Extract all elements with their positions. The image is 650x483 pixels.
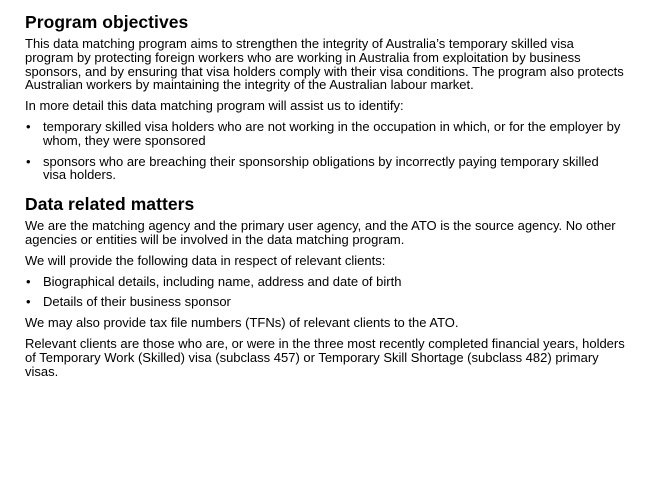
list-item-text: Biographical details, including name, address and date of birth bbox=[43, 273, 402, 289]
list-item bbox=[25, 295, 625, 309]
paragraph-tfn: We may also provide tax file numbers (TFNs) of relevant clients to the ATO. bbox=[25, 315, 459, 331]
paragraph-matching-agency: We are the matching agency and the primary user agency, and the ATO is the source agency. No other agencies or entities will be involved in the data matching program. bbox=[25, 218, 616, 247]
bullet-icon: • bbox=[26, 294, 31, 310]
provided-data-list bbox=[25, 275, 625, 310]
document-page bbox=[25, 12, 625, 385]
list-item-text: sponsors who are breaching their sponsorship obligations by incorrectly paying temporary skilled visa holders. bbox=[43, 153, 599, 183]
heading-data-related-matters: Data related matters bbox=[25, 194, 195, 215]
heading-program-objectives: Program objectives bbox=[25, 12, 189, 32]
list-item bbox=[25, 155, 625, 183]
list-item bbox=[25, 275, 625, 289]
bullet-icon: • bbox=[26, 273, 31, 289]
list-item-text: temporary skilled visa holders who are not working in the occupation in which, or for the employer by whom, they were sponsored bbox=[43, 118, 621, 148]
paragraph-relevant-clients: Relevant clients are those who are, or were in the three most recently completed financial years, holders of Temporary Work (Skilled) visa (subclass 457) or Temporary Skill Shortage (subclass 482) primary visas. bbox=[25, 335, 625, 379]
list-item bbox=[25, 120, 625, 148]
paragraph-program-aims: This data matching program aims to strengthen the integrity of Australia’s temporary skilled visa program by protecting foreign workers who are working in Australia from exploitation by business sponsors, and by ensuring that visa holders comply with their visa conditions. The program also protects Australian workers by maintaining the integrity of the Australian labour market. bbox=[25, 36, 624, 93]
paragraph-provide-data-intro: We will provide the following data in respect of relevant clients: bbox=[25, 252, 386, 268]
list-item-text: Details of their business sponsor bbox=[43, 294, 231, 310]
identify-list bbox=[25, 120, 625, 182]
bullet-icon: • bbox=[26, 118, 31, 134]
paragraph-identify-intro: In more detail this data matching program will assist us to identify: bbox=[25, 98, 404, 114]
bullet-icon: • bbox=[26, 153, 31, 169]
